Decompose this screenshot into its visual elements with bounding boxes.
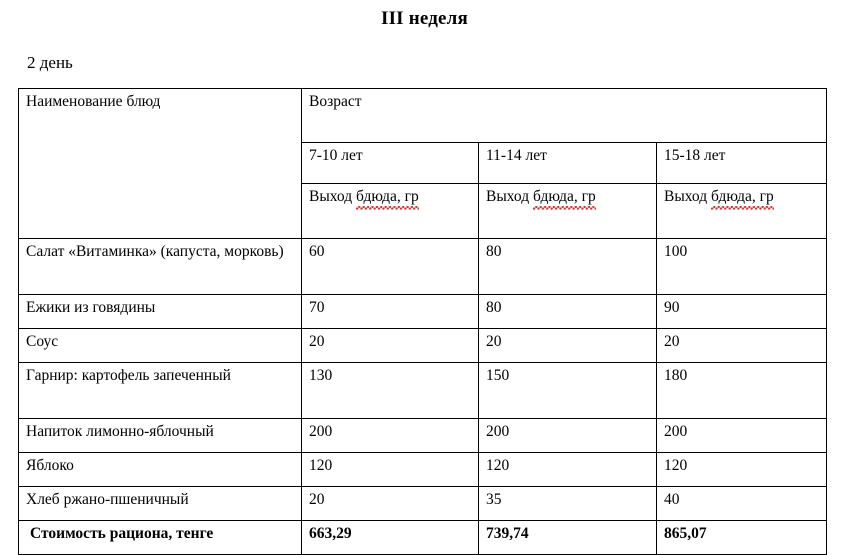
- cell-dish-name: Яблоко: [19, 453, 302, 487]
- header-cell-age-group: Возраст: [302, 89, 827, 143]
- cell-portion-value: 200: [302, 419, 479, 453]
- cell-portion-value: 35: [479, 487, 657, 521]
- menu-table: [18, 88, 827, 555]
- cell-portion-value: 739,74: [479, 521, 657, 555]
- cell-portion-value: 90: [657, 295, 827, 329]
- cell-portion-value: 20: [302, 329, 479, 363]
- table-row: [19, 487, 827, 521]
- spellcheck-underlined-text: бдюда, гр: [355, 188, 419, 205]
- header-cell-age-11-14: 11-14 лет: [479, 143, 657, 184]
- table-row: [19, 419, 827, 453]
- table-row: [19, 363, 827, 419]
- cell-portion-value: 120: [657, 453, 827, 487]
- table-row: [19, 239, 827, 295]
- output-label-prefix: Выход: [664, 188, 711, 205]
- table-body: [19, 239, 827, 555]
- header-cell-output-7-10: [302, 184, 479, 239]
- spellcheck-underlined-text: бдюда, гр: [532, 188, 596, 205]
- table-header: [19, 89, 827, 239]
- cell-portion-value: 200: [479, 419, 657, 453]
- cell-portion-value: 20: [302, 487, 479, 521]
- cell-dish-name: Напиток лимонно-яблочный: [19, 419, 302, 453]
- cell-portion-value: 80: [479, 295, 657, 329]
- header-cell-age-7-10: 7-10 лет: [302, 143, 479, 184]
- cell-dish-name: Соус: [19, 329, 302, 363]
- cell-portion-value: 130: [302, 363, 479, 419]
- cell-portion-value: 20: [479, 329, 657, 363]
- page-title: III неделя: [380, 8, 469, 29]
- cell-dish-name: Ежики из говядины: [19, 295, 302, 329]
- cell-portion-value: 200: [657, 419, 827, 453]
- header-cell-output-15-18: [657, 184, 827, 239]
- cell-portion-value: 70: [302, 295, 479, 329]
- cell-portion-value: 865,07: [657, 521, 827, 555]
- cell-portion-value: 40: [657, 487, 827, 521]
- cell-portion-value: 120: [302, 453, 479, 487]
- cell-dish-name: Салат «Витаминка» (капуста, морковь): [19, 239, 302, 295]
- cell-dish-name: Гарнир: картофель запеченный: [19, 363, 302, 419]
- day-label: 2 день: [27, 53, 73, 72]
- cell-portion-value: 60: [302, 239, 479, 295]
- table-row: [19, 453, 827, 487]
- cell-dish-name: Хлеб ржано-пшеничный: [19, 487, 302, 521]
- output-label-prefix: Выход: [486, 188, 533, 205]
- header-cell-age-15-18: 15-18 лет: [657, 143, 827, 184]
- table-row: [19, 295, 827, 329]
- header-row-age-group: [19, 89, 827, 143]
- output-label-prefix: Выход: [309, 188, 356, 205]
- cell-portion-value: 120: [479, 453, 657, 487]
- cell-dish-name: Стоимость рациона, тенге: [19, 521, 302, 555]
- cell-portion-value: 663,29: [302, 521, 479, 555]
- table-row-total: [19, 521, 827, 555]
- cell-portion-value: 100: [657, 239, 827, 295]
- cell-portion-value: 150: [479, 363, 657, 419]
- cell-portion-value: 20: [657, 329, 827, 363]
- cell-portion-value: 80: [479, 239, 657, 295]
- header-cell-dish-name: Наименование блюд: [19, 89, 302, 239]
- header-cell-output-11-14: [479, 184, 657, 239]
- table-row: [19, 329, 827, 363]
- cell-portion-value: 180: [657, 363, 827, 419]
- spellcheck-underlined-text: бдюда, гр: [710, 188, 774, 205]
